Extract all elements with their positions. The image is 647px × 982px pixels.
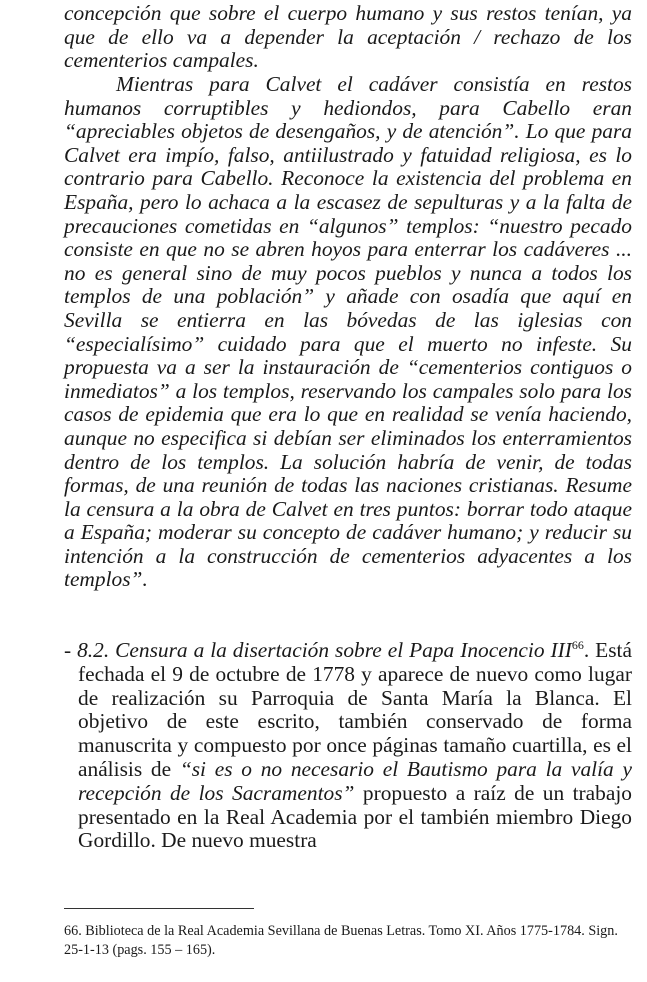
section-8-2-quote: “si es o no necesario el Bautismo para la valía y recepción de los Sacramentos” <box>78 756 632 805</box>
section-8-2-heading: - 8.2. Censura a la disertación sobre el Papa Inocencio III <box>64 638 572 662</box>
footnote-separator <box>64 908 254 909</box>
footnote-reference-66: 66 <box>571 637 584 652</box>
section-8-2-text-start: . Está fechada el 9 de octubre de 1778 y aparece de nuevo como lugar de realización su Parroquia de Santa María la Blanca. El objetivo de este escrito, también conservado de forma manuscrita y compuesto por once páginas tamaño cuartilla, es el análisis de <box>78 638 632 781</box>
footnote-66: 66. Biblioteca de la Real Academia Sevillana de Buenas Letras. Tomo XI. Años 1775-1784. Sign. 25-1-13 (pags. 155 – 165). <box>64 923 618 958</box>
section-8-2-text-end: propuesto a raíz de un trabajo presentado en la Real Academia por el también miembro Diego Gordillo. De nuevo muestra <box>78 780 632 853</box>
paragraph-continuation: concepción que sobre el cuerpo humano y sus restos tenían, ya que de ello va a depender la aceptación / rechazo de los cementerios campales. <box>64 1 632 73</box>
section-8-2 <box>64 639 632 853</box>
paragraph-calvet-cabello: Mientras para Calvet el cadáver consistía en restos humanos corruptibles y hediondos, para Cabello eran “apreciables objetos de desengaños, y de atención”. Lo que para Calvet era impío, falso, antiilustrado y fatuidad religiosa, es lo contrario para Cabello. Reconoce la existencia del problema en España, pero lo achaca a la escasez de sepulturas y a la falta de precauciones cometidas en “algunos” templos: “nuestro pecado consiste en que no se abren hoyos para enterrar los cadáveres ... no es general sino de muy pocos pueblos y nunca a todos los templos de una población” y añade con osadía que aquí en Sevilla se entierra en las bóvedas de las iglesias con “especialísimo” cuidado para que el muerto no infeste. Su propuesta va a ser la instauración de “cementerios contiguos o inmediatos” a los templos, reservando los campales solo para los casos de epidemia que era lo que en realidad se venía haciendo, aunque no especifica si debían ser eliminados los enterramientos dentro de los templos. La solución habría de venir, de todas formas, de una reunión de todas las naciones cristianas. Resume la censura a la obra de Calvet en tres puntos: borrar todo ataque a España; moderar su concepto de cadáver humano; y reducir su intención a la construcción de cementerios adyacentes a los templos”. <box>64 72 632 592</box>
